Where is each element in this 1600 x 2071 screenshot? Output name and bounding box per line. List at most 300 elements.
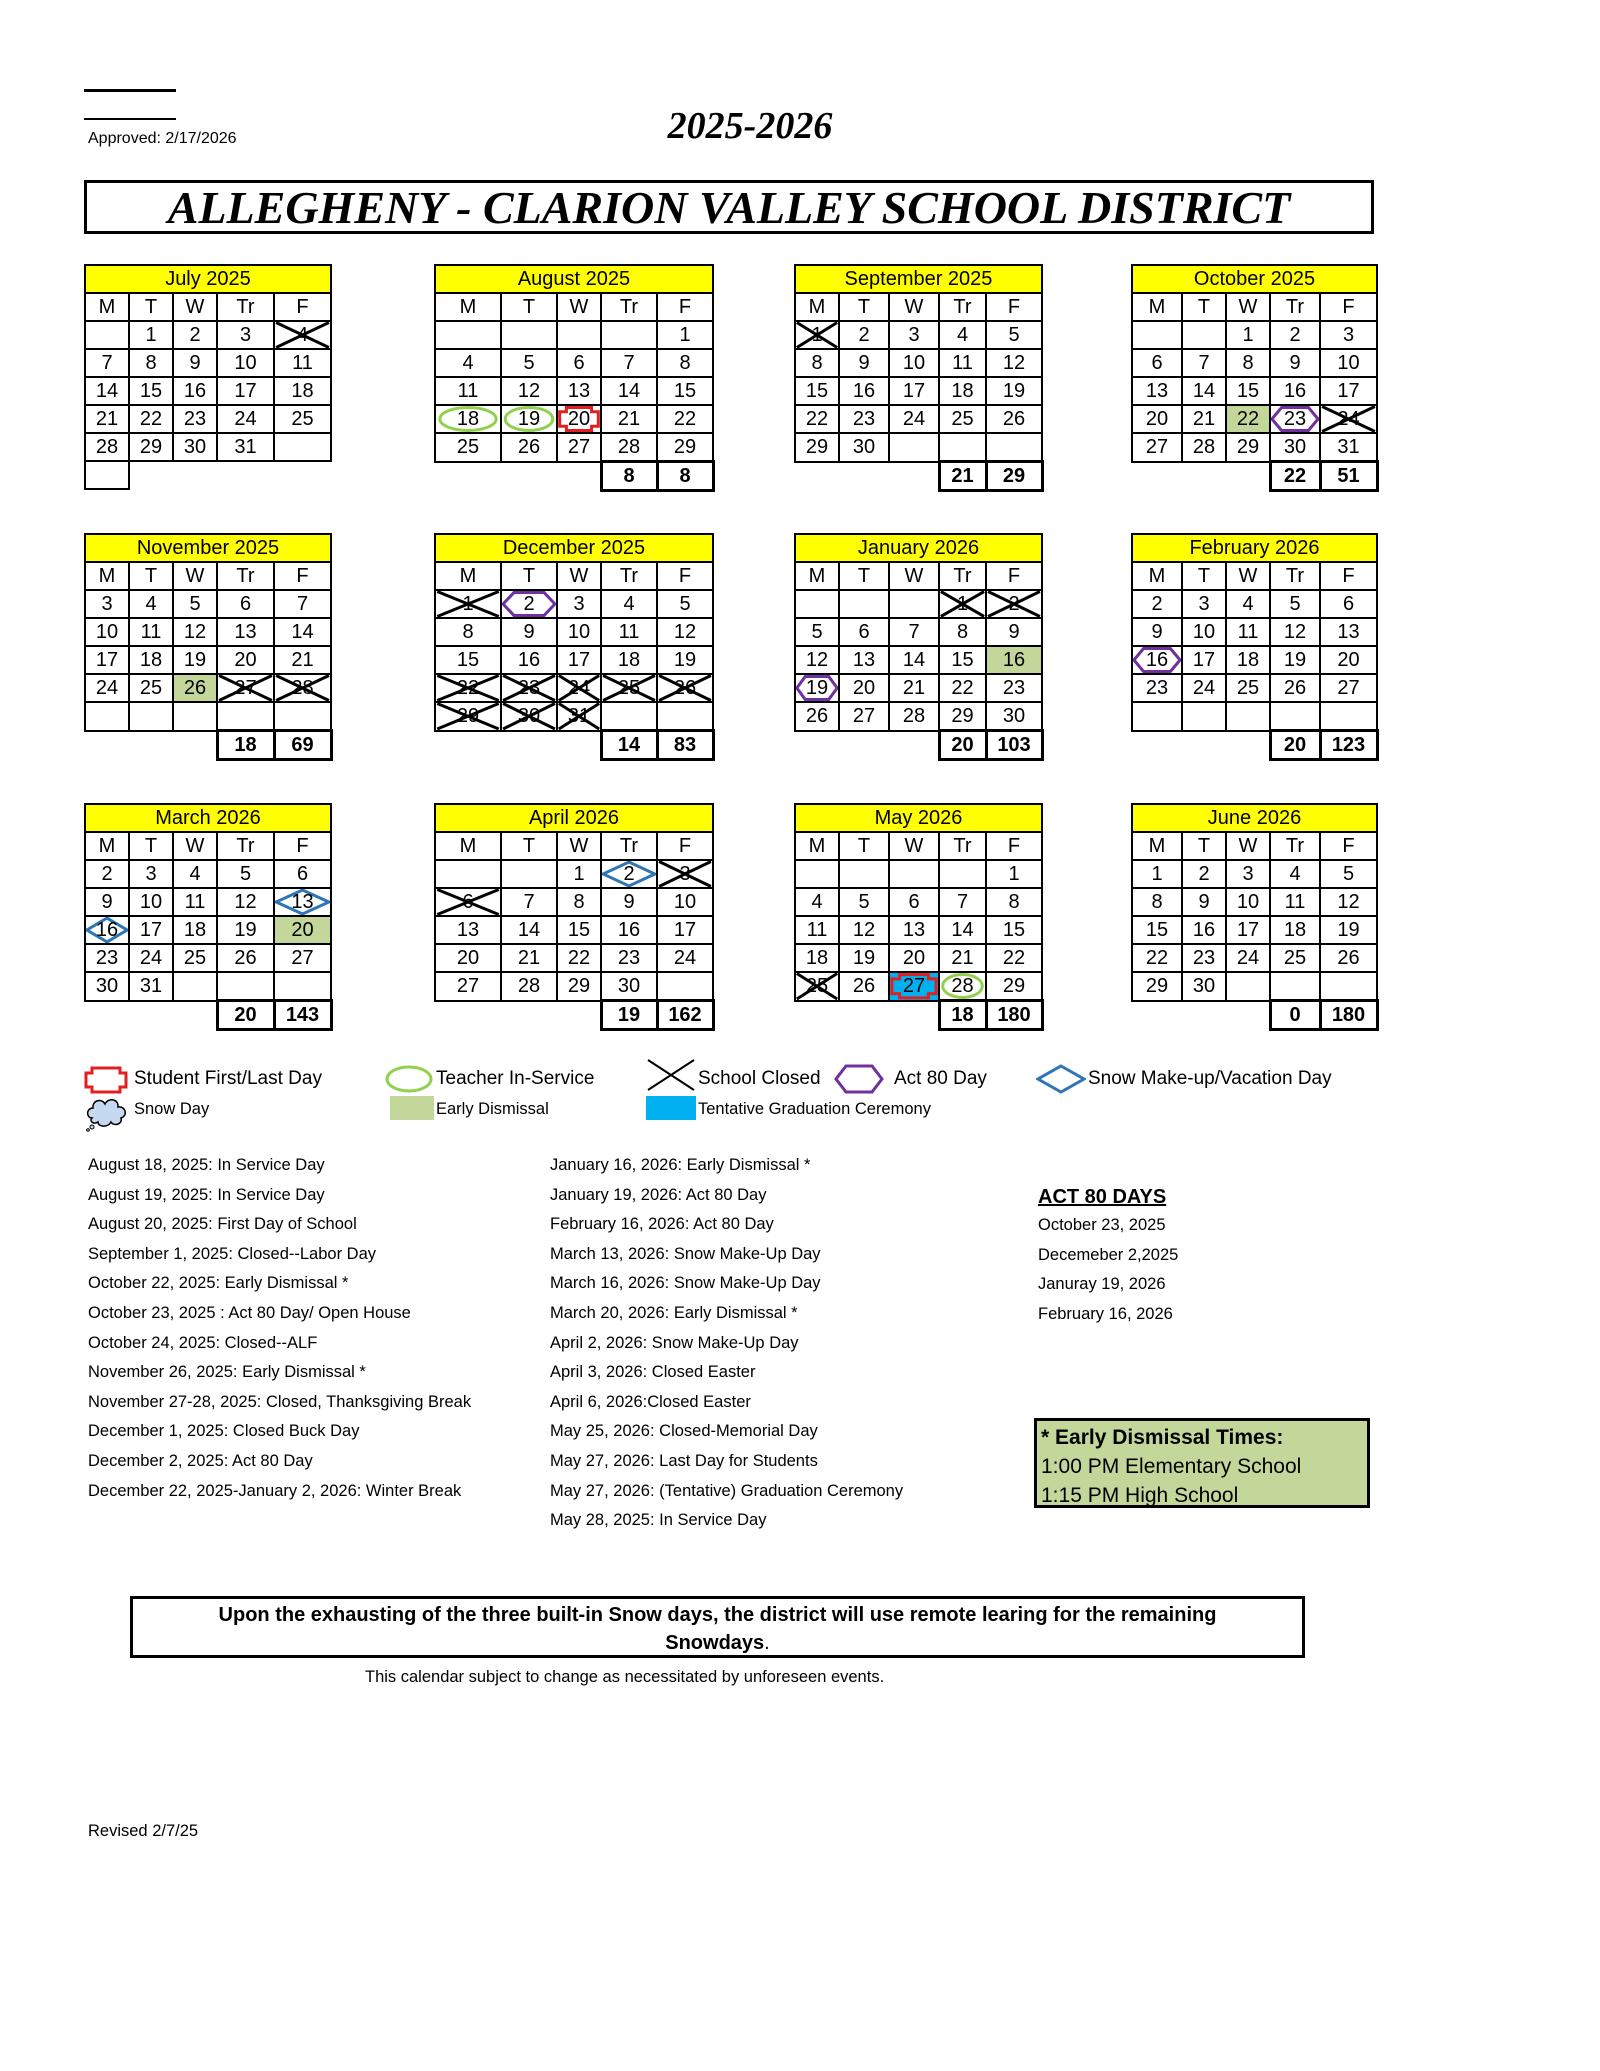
day-cell <box>173 888 217 916</box>
month-calendar <box>84 803 333 1031</box>
weekday-header: M <box>85 832 129 860</box>
day-number: 17 <box>673 919 697 941</box>
day-cell <box>1226 972 1270 1001</box>
day-number: 9 <box>523 621 535 643</box>
day-number: 25 <box>951 408 974 430</box>
weekday-header: T <box>129 832 173 860</box>
day-number: 7 <box>101 352 113 374</box>
day-number: 19 <box>805 677 829 699</box>
day-cell <box>85 405 129 433</box>
day-number: 23 <box>95 947 119 969</box>
day-cell <box>1182 972 1226 1001</box>
day-number: 25 <box>183 947 207 969</box>
day-cell <box>217 674 274 702</box>
day-cell <box>129 702 173 731</box>
day-cell <box>217 702 274 731</box>
day-number: 8 <box>462 621 474 643</box>
day-number: 21 <box>617 408 641 430</box>
day-cell <box>939 674 986 702</box>
day-cell <box>601 646 657 674</box>
day-number: 28 <box>1192 436 1216 459</box>
day-cell <box>85 433 129 461</box>
act80-date: February 16, 2026 <box>1038 1304 1173 1323</box>
day-cell <box>657 944 713 972</box>
signature-line <box>84 89 176 92</box>
month-table <box>794 533 1044 761</box>
day-number: 8 <box>1008 891 1020 913</box>
note-line: August 18, 2025: In Service Day <box>88 1156 325 1174</box>
day-number: 30 <box>1002 705 1026 727</box>
day-cell <box>939 590 986 618</box>
day-cell <box>1320 972 1377 1001</box>
day-cell <box>274 618 331 646</box>
day-number: 1 <box>1242 324 1254 346</box>
weekday-header: T <box>501 562 557 590</box>
weekday-header: F <box>986 562 1042 590</box>
note-line: March 20, 2026: Early Dismissal * <box>550 1304 798 1322</box>
day-cell <box>274 944 331 972</box>
empty-cell <box>1182 462 1226 491</box>
day-number: 10 <box>1337 352 1360 374</box>
month-table <box>794 264 1044 492</box>
day-cell <box>435 618 501 646</box>
empty-cell <box>435 462 501 491</box>
day-cell <box>1320 321 1377 349</box>
day-cell <box>795 916 839 944</box>
day-cell <box>939 618 986 646</box>
approved-underline <box>84 118 176 120</box>
day-cell <box>85 702 129 731</box>
day-cell <box>85 860 129 888</box>
day-number: 17 <box>902 380 926 402</box>
day-number: 26 <box>852 975 876 998</box>
graduation-swatch <box>646 1096 696 1120</box>
day-number: 30 <box>852 436 876 459</box>
day-number: 16 <box>1283 380 1307 402</box>
day-number: 2 <box>1198 863 1210 885</box>
day-cell <box>435 702 501 731</box>
day-number: 13 <box>902 919 926 941</box>
day-cell <box>795 888 839 916</box>
empty-cell <box>1132 1001 1182 1030</box>
day-cell <box>217 321 274 349</box>
day-cell <box>795 972 839 1001</box>
cumulative-days-total: 180 <box>1320 1001 1377 1030</box>
day-number: 31 <box>1337 436 1360 458</box>
day-number: 29 <box>456 705 480 728</box>
day-cell <box>217 349 274 377</box>
day-cell <box>1270 349 1320 377</box>
day-cell <box>1226 590 1270 618</box>
legend-snow-day-label: Snow Day <box>134 1100 210 1118</box>
day-number: 18 <box>139 649 163 671</box>
weekday-header: T <box>1182 293 1226 321</box>
day-number: 18 <box>1236 649 1260 671</box>
day-number: 13 <box>1337 621 1360 643</box>
weekday-header: T <box>1182 832 1226 860</box>
day-number: 28 <box>517 975 541 998</box>
day-number: 7 <box>523 891 535 913</box>
cumulative-days-total: 123 <box>1320 731 1377 760</box>
day-number: 21 <box>1192 408 1216 430</box>
note-line: October 23, 2025 : Act 80 Day/ Open House <box>88 1304 411 1322</box>
day-number: 15 <box>139 380 163 402</box>
day-number: 2 <box>189 324 201 346</box>
weekday-header: W <box>557 562 601 590</box>
day-number: 10 <box>1192 621 1216 643</box>
day-number: 4 <box>462 352 474 374</box>
day-cell <box>986 433 1042 462</box>
day-number: 14 <box>617 380 641 402</box>
day-cell <box>1270 646 1320 674</box>
day-cell <box>986 916 1042 944</box>
day-number: 24 <box>902 408 926 430</box>
day-cell <box>986 590 1042 618</box>
day-number: 29 <box>567 975 591 998</box>
day-cell <box>795 590 839 618</box>
day-cell <box>501 888 557 916</box>
empty-cell <box>839 1001 889 1030</box>
day-number: 3 <box>573 593 585 615</box>
day-cell <box>1132 646 1182 674</box>
day-cell <box>1132 377 1182 405</box>
weekday-header: Tr <box>1270 562 1320 590</box>
day-cell <box>795 646 839 674</box>
day-cell <box>939 916 986 944</box>
day-cell <box>274 972 331 1001</box>
month-days-total: 18 <box>939 1001 986 1030</box>
day-cell <box>889 321 939 349</box>
day-number: 18 <box>1283 919 1307 941</box>
month-calendar <box>84 533 333 761</box>
act80-date: Januray 19, 2026 <box>1038 1275 1166 1294</box>
empty-cell <box>839 731 889 760</box>
day-cell <box>1320 860 1377 888</box>
day-number: 19 <box>673 649 697 671</box>
day-cell <box>501 405 557 433</box>
day-cell <box>217 618 274 646</box>
day-number: 3 <box>145 863 157 885</box>
day-cell <box>657 646 713 674</box>
month-table <box>434 803 715 1031</box>
day-cell <box>1182 590 1226 618</box>
day-number: 18 <box>291 380 314 402</box>
day-cell <box>1182 702 1226 731</box>
empty-cell <box>1226 462 1270 491</box>
note-line: April 6, 2026:Closed Easter <box>550 1392 751 1411</box>
day-cell <box>839 433 889 462</box>
day-number: 16 <box>1192 919 1216 941</box>
day-number: 26 <box>1002 408 1026 430</box>
day-cell <box>839 702 889 731</box>
day-cell <box>85 321 129 349</box>
day-number: 23 <box>852 408 876 430</box>
day-number: 5 <box>858 891 870 913</box>
weekday-header: W <box>889 562 939 590</box>
day-cell <box>435 916 501 944</box>
day-cell <box>1320 349 1377 377</box>
day-cell <box>501 944 557 972</box>
day-cell <box>129 321 173 349</box>
day-number: 11 <box>184 891 206 913</box>
day-number: 16 <box>617 919 641 941</box>
day-cell <box>1132 972 1182 1001</box>
day-number: 8 <box>956 621 969 643</box>
cumulative-days-total: 143 <box>274 1001 331 1030</box>
day-number: 20 <box>234 649 257 671</box>
month-days-total: 22 <box>1270 462 1320 491</box>
day-cell <box>657 860 713 888</box>
day-cell <box>557 405 601 433</box>
month-calendar <box>434 533 715 761</box>
note-line: April 2, 2026: Snow Make-Up Day <box>550 1333 799 1352</box>
day-number: 22 <box>1236 408 1260 430</box>
day-cell <box>129 618 173 646</box>
day-number: 7 <box>1198 352 1210 374</box>
day-cell <box>601 349 657 377</box>
weekday-header: M <box>795 562 839 590</box>
empty-cell <box>129 1001 173 1030</box>
day-cell <box>1182 405 1226 433</box>
day-number: 30 <box>95 975 119 998</box>
day-number: 10 <box>95 621 119 643</box>
weekday-header: T <box>501 293 557 321</box>
month-days-total: 20 <box>217 1001 274 1030</box>
day-number: 6 <box>1342 593 1355 615</box>
weekday-header: Tr <box>939 562 986 590</box>
day-cell <box>986 646 1042 674</box>
cumulative-days-total: 83 <box>657 731 713 760</box>
day-cell <box>85 674 129 702</box>
day-number: 14 <box>291 621 314 643</box>
day-cell <box>889 349 939 377</box>
day-cell <box>435 590 501 618</box>
early-dismissal-high: 1:15 PM High School <box>1041 1484 1239 1507</box>
day-number: 20 <box>456 947 480 969</box>
day-number: 3 <box>101 593 113 615</box>
day-number: 3 <box>239 324 252 346</box>
weekday-header: F <box>1320 832 1377 860</box>
day-number: 31 <box>139 975 163 998</box>
day-cell <box>657 916 713 944</box>
day-cell <box>557 972 601 1001</box>
day-cell <box>889 972 939 1001</box>
day-number: 4 <box>189 863 201 885</box>
month-title: May 2026 <box>795 804 1042 832</box>
day-number: 31 <box>567 705 591 728</box>
day-cell <box>1226 405 1270 433</box>
day-cell <box>1226 674 1270 702</box>
note-line: March 13, 2026: Snow Make-Up Day <box>550 1244 821 1263</box>
day-number: 3 <box>1342 324 1355 346</box>
month-calendar <box>1131 533 1379 761</box>
day-cell <box>601 916 657 944</box>
day-number: 26 <box>1337 947 1360 969</box>
note-line: September 1, 2025: Closed--Labor Day <box>88 1244 376 1263</box>
day-cell <box>1270 321 1320 349</box>
cumulative-days-total: 29 <box>986 462 1042 491</box>
day-number: 9 <box>101 891 113 913</box>
day-cell <box>217 590 274 618</box>
day-number: 2 <box>101 863 113 885</box>
day-number: 9 <box>1289 352 1301 374</box>
month-calendar <box>794 803 1044 1031</box>
day-cell <box>1182 433 1226 462</box>
day-cell <box>435 349 501 377</box>
day-number: 4 <box>296 324 309 346</box>
day-cell <box>274 590 331 618</box>
day-number: 9 <box>1008 621 1020 643</box>
weekday-header: M <box>1132 832 1182 860</box>
day-number: 19 <box>852 947 876 969</box>
day-cell <box>1320 944 1377 972</box>
day-cell <box>839 405 889 433</box>
day-number: 10 <box>567 621 591 643</box>
day-cell <box>986 702 1042 731</box>
month-title: November 2025 <box>85 534 331 562</box>
weekday-header: F <box>986 832 1042 860</box>
day-cell <box>986 972 1042 1001</box>
day-number: 5 <box>239 863 252 885</box>
day-number: 21 <box>902 677 926 699</box>
day-cell <box>939 972 986 1001</box>
day-cell <box>1270 405 1320 433</box>
day-number: 12 <box>1337 891 1360 913</box>
day-number: 6 <box>1151 352 1163 374</box>
month-table <box>1131 533 1379 761</box>
day-number: 13 <box>852 649 876 671</box>
day-cell <box>795 674 839 702</box>
day-cell <box>217 646 274 674</box>
day-number: 11 <box>1284 891 1306 913</box>
day-number: 23 <box>517 677 541 699</box>
month-days-total: 19 <box>601 1001 657 1030</box>
weekday-header: M <box>795 293 839 321</box>
day-cell <box>889 702 939 731</box>
day-cell <box>601 972 657 1001</box>
day-number: 12 <box>183 621 207 643</box>
day-number: 4 <box>956 324 969 346</box>
day-cell <box>129 888 173 916</box>
day-number: 28 <box>951 975 974 997</box>
month-title: March 2026 <box>85 804 331 832</box>
day-number: 20 <box>902 947 926 969</box>
day-cell <box>501 321 557 349</box>
cumulative-days-total: 162 <box>657 1001 713 1030</box>
day-cell <box>557 349 601 377</box>
day-number: 20 <box>1337 649 1360 671</box>
day-number: 5 <box>679 593 691 615</box>
day-number: 6 <box>858 621 870 643</box>
day-cell <box>795 349 839 377</box>
weekday-header: M <box>435 562 501 590</box>
empty-cell <box>435 731 501 760</box>
subject-to-change-note: This calendar subject to change as necessitated by unforeseen events. <box>365 1668 885 1686</box>
day-number: 3 <box>1242 863 1254 885</box>
day-cell <box>85 618 129 646</box>
empty-cell <box>501 1001 557 1030</box>
day-cell <box>274 405 331 433</box>
day-cell <box>1320 674 1377 702</box>
early-dismissal-swatch <box>390 1096 434 1120</box>
day-cell <box>657 405 713 433</box>
day-cell <box>557 433 601 462</box>
empty-cell <box>1226 731 1270 760</box>
month-calendar <box>794 533 1044 761</box>
day-cell <box>986 618 1042 646</box>
day-cell <box>435 944 501 972</box>
day-cell <box>889 944 939 972</box>
day-number: 12 <box>1283 621 1307 643</box>
day-cell <box>274 646 331 674</box>
day-number: 27 <box>902 975 926 998</box>
day-number: 12 <box>517 380 541 402</box>
day-cell <box>173 916 217 944</box>
day-cell <box>501 349 557 377</box>
weekday-header: T <box>839 832 889 860</box>
day-cell <box>1270 916 1320 944</box>
day-cell <box>1226 944 1270 972</box>
day-number: 10 <box>1236 891 1260 913</box>
day-cell <box>986 888 1042 916</box>
day-number: 11 <box>140 621 162 643</box>
day-number: 29 <box>1236 436 1260 459</box>
day-cell <box>657 349 713 377</box>
weekday-header: Tr <box>217 293 274 321</box>
day-cell <box>173 860 217 888</box>
day-cell <box>1320 590 1377 618</box>
day-cell <box>1270 433 1320 462</box>
month-days-total: 14 <box>601 731 657 760</box>
day-number: 20 <box>567 408 591 430</box>
day-cell <box>601 618 657 646</box>
day-number: 11 <box>292 352 313 374</box>
day-cell <box>1270 888 1320 916</box>
school-closed-icon <box>646 1058 696 1092</box>
day-number: 27 <box>291 947 314 969</box>
empty-cell <box>557 731 601 760</box>
day-cell <box>1182 377 1226 405</box>
note-line: December 1, 2025: Closed Buck Day <box>88 1422 360 1441</box>
day-cell <box>1226 321 1270 349</box>
day-cell <box>889 618 939 646</box>
day-number: 23 <box>1283 408 1307 430</box>
day-number: 6 <box>573 352 585 374</box>
day-number: 22 <box>567 947 591 969</box>
month-days-total: 21 <box>939 462 986 491</box>
day-cell <box>939 888 986 916</box>
day-number: 1 <box>811 324 823 346</box>
month-table <box>1131 264 1379 492</box>
day-number: 16 <box>95 919 119 941</box>
empty-cell <box>889 731 939 760</box>
day-cell <box>217 860 274 888</box>
day-cell <box>501 860 557 888</box>
day-cell <box>1182 916 1226 944</box>
day-cell <box>1270 618 1320 646</box>
day-number: 21 <box>517 947 541 969</box>
day-number: 30 <box>1283 436 1307 458</box>
day-number: 17 <box>1337 380 1360 402</box>
day-number: 24 <box>234 408 257 430</box>
day-number: 12 <box>673 621 697 643</box>
cumulative-days-total: 103 <box>986 731 1042 760</box>
day-number: 15 <box>456 649 480 671</box>
day-cell <box>129 405 173 433</box>
empty-cell <box>501 731 557 760</box>
day-cell <box>1226 646 1270 674</box>
day-number: 5 <box>189 593 201 615</box>
